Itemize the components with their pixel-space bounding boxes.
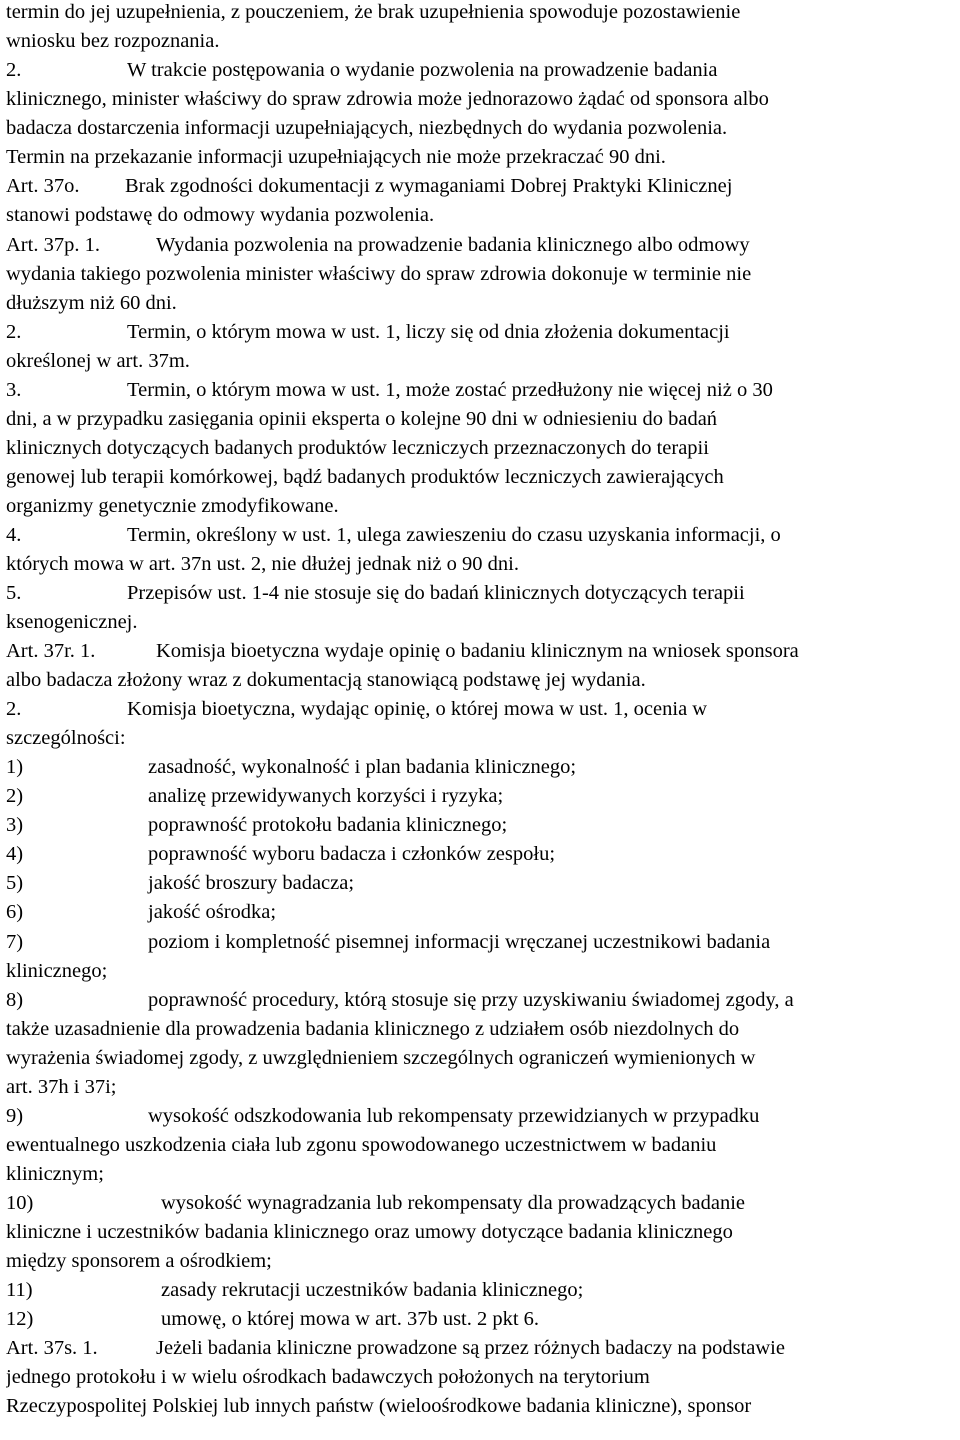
document-line	[6, 723, 960, 753]
line-text: jakość ośrodka;	[148, 901, 277, 923]
paragraph-number: 8)	[6, 989, 24, 1011]
document-line	[6, 491, 960, 521]
document-line	[6, 288, 960, 318]
line-text: Termin, o którym mowa w ust. 1, liczy się od dnia złożenia dokumentacji	[127, 321, 730, 343]
line-text: jakość broszury badacza;	[148, 872, 355, 894]
document-line	[6, 665, 960, 695]
document-line	[6, 55, 960, 85]
paragraph-number: 4)	[6, 843, 24, 865]
document-line	[6, 1333, 960, 1363]
line-text: Termin, określony w ust. 1, ulega zawieszeniu do czasu uzyskania informacji, o	[127, 524, 781, 546]
paragraph-number: 2.	[6, 698, 22, 720]
line-text: poprawność procedury, którą stosuje się przy uzyskiwaniu świadomej zgody, a	[148, 989, 794, 1011]
line-text: szczególności:	[6, 727, 126, 749]
line-text: dłuższym niż 60 dni.	[6, 292, 177, 314]
document-line	[6, 549, 960, 579]
paragraph-number: Art. 37o.	[6, 175, 80, 197]
line-text: poprawność wyboru badacza i członków zespołu;	[148, 843, 556, 865]
line-text: albo badacza złożony wraz z dokumentacją stanowiącą podstawę jej wydania.	[6, 669, 646, 691]
line-text: klinicznych dotyczących badanych produktów leczniczych przeznaczonych do terapii	[6, 437, 709, 459]
line-text: Termin, o którym mowa w ust. 1, może zostać przedłużony nie więcej niż o 30	[127, 379, 773, 401]
line-text: organizmy genetycznie zmodyfikowane.	[6, 495, 339, 517]
paragraph-number: Art. 37p. 1.	[6, 234, 100, 256]
document-line	[6, 1159, 960, 1189]
line-text: badacza dostarczenia informacji uzupełniających, niezbędnych do wydania pozwolenia.	[6, 117, 728, 139]
document-line	[6, 142, 960, 172]
paragraph-number: 2)	[6, 785, 24, 807]
document-line	[6, 868, 960, 898]
line-text: także uzasadnienie dla prowadzenia badania klinicznego z udziałem osób niezdolnych do	[6, 1018, 740, 1040]
document-line	[6, 230, 960, 260]
document-line	[6, 462, 960, 492]
paragraph-number: 7)	[6, 931, 24, 953]
line-text: genowej lub terapii komórkowej, bądź badanych produktów leczniczych zawierających	[6, 466, 724, 488]
document-line	[6, 1101, 960, 1131]
line-text: wydania takiego pozwolenia minister właściwy do spraw zdrowia dokonuje w terminie nie	[6, 263, 752, 285]
line-text: poprawność protokołu badania klinicznego;	[148, 814, 508, 836]
document-line	[6, 84, 960, 114]
line-text: poziom i kompletność pisemnej informacji wręczanej uczestnikowi badania	[148, 931, 771, 953]
line-text: Jeżeli badania kliniczne prowadzone są przez różnych badaczy na podstawie	[156, 1337, 785, 1359]
paragraph-number: 9)	[6, 1105, 24, 1127]
line-text: wysokość odszkodowania lub rekompensaty przewidzianych w przypadku	[148, 1105, 760, 1127]
line-text: Brak zgodności dokumentacji z wymaganiami Dobrej Praktyki Klinicznej	[125, 175, 733, 197]
line-text: umowę, o której mowa w art. 37b ust. 2 pkt 6.	[161, 1308, 540, 1330]
line-text: ksenogenicznej.	[6, 611, 138, 633]
line-text: stanowi podstawę do odmowy wydania pozwolenia.	[6, 204, 435, 226]
line-text: analizę przewidywanych korzyści i ryzyka;	[148, 785, 504, 807]
document-line	[6, 1275, 960, 1305]
document-line	[6, 113, 960, 143]
document-line	[6, 985, 960, 1015]
document-line	[6, 810, 960, 840]
document-line	[6, 520, 960, 550]
paragraph-number: 6)	[6, 901, 24, 923]
document-line	[6, 1014, 960, 1044]
line-text: kliniczne i uczestników badania klinicznego oraz umowy dotyczące badania klinicznego	[6, 1221, 733, 1243]
paragraph-number: 4.	[6, 524, 22, 546]
line-text: określonej w art. 37m.	[6, 350, 190, 372]
line-text: zasadność, wykonalność i plan badania klinicznego;	[148, 756, 577, 778]
document-line	[6, 1217, 960, 1247]
document-line	[6, 1362, 960, 1392]
line-text: dni, a w przypadku zasięgania opinii eksperta o kolejne 90 dni w odniesieniu do badań	[6, 408, 718, 430]
document-line	[6, 1072, 960, 1102]
line-text: Rzeczypospolitej Polskiej lub innych państw (wieloośrodkowe badania kliniczne), sponsor	[6, 1395, 752, 1417]
document-line	[6, 1188, 960, 1218]
document-line	[6, 694, 960, 724]
document-line	[6, 0, 960, 27]
line-text: Wydania pozwolenia na prowadzenie badania klinicznego albo odmowy	[156, 234, 750, 256]
paragraph-number: 10)	[6, 1192, 34, 1214]
document-line	[6, 433, 960, 463]
line-text: między sponsorem a ośrodkiem;	[6, 1250, 272, 1272]
line-text: klinicznym;	[6, 1163, 104, 1185]
document-line	[6, 607, 960, 637]
line-text: Komisja bioetyczna, wydając opinię, o której mowa w ust. 1, ocenia w	[127, 698, 708, 720]
document-line	[6, 781, 960, 811]
document-line	[6, 1043, 960, 1073]
line-text: których mowa w art. 37n ust. 2, nie dłużej jednak niż o 90 dni.	[6, 553, 519, 575]
line-text: wysokość wynagradzania lub rekompensaty dla prowadzących badanie	[161, 1192, 746, 1214]
document-line	[6, 956, 960, 986]
document-line	[6, 317, 960, 347]
line-text: ewentualnego uszkodzenia ciała lub zgonu spowodowanego uczestnictwem w badaniu	[6, 1134, 717, 1156]
line-text: art. 37h i 37i;	[6, 1076, 117, 1098]
document-line	[6, 927, 960, 957]
line-text: W trakcie postępowania o wydanie pozwolenia na prowadzenie badania	[127, 59, 718, 81]
document-line	[6, 375, 960, 405]
document-line	[6, 26, 960, 56]
line-text: jednego protokołu i w wielu ośrodkach badawczych położonych na terytorium	[6, 1366, 650, 1388]
document-line	[6, 1246, 960, 1276]
paragraph-number: Art. 37r. 1.	[6, 640, 96, 662]
document-line	[6, 752, 960, 782]
paragraph-number: 5)	[6, 872, 24, 894]
document-line	[6, 171, 960, 201]
document-line	[6, 1130, 960, 1160]
line-text: Przepisów ust. 1-4 nie stosuje się do badań klinicznych dotyczących terapii	[127, 582, 745, 604]
paragraph-number: Art. 37s. 1.	[6, 1337, 98, 1359]
line-text: Komisja bioetyczna wydaje opinię o badaniu klinicznym na wniosek sponsora	[156, 640, 799, 662]
paragraph-number: 3.	[6, 379, 22, 401]
line-text: klinicznego, minister właściwy do spraw zdrowia może jednorazowo żądać od sponsora albo	[6, 88, 769, 110]
line-text: zasady rekrutacji uczestników badania klinicznego;	[161, 1279, 584, 1301]
paragraph-number: 5.	[6, 582, 22, 604]
line-text: wniosku bez rozpoznania.	[6, 30, 220, 52]
paragraph-number: 2.	[6, 321, 22, 343]
document-line	[6, 636, 960, 666]
line-text: Termin na przekazanie informacji uzupełniających nie może przekraczać 90 dni.	[6, 146, 666, 168]
document-line	[6, 1391, 960, 1421]
document-line	[6, 1304, 960, 1334]
document-line	[6, 897, 960, 927]
paragraph-number: 1)	[6, 756, 24, 778]
paragraph-number: 2.	[6, 59, 22, 81]
paragraph-number: 12)	[6, 1308, 34, 1330]
document-line	[6, 200, 960, 230]
document-line	[6, 404, 960, 434]
document-line	[6, 839, 960, 869]
document-line	[6, 578, 960, 608]
line-text: termin do jej uzupełnienia, z pouczeniem, że brak uzupełnienia spowoduje pozostawienie	[6, 1, 741, 23]
document-line	[6, 259, 960, 289]
paragraph-number: 3)	[6, 814, 24, 836]
line-text: wyrażenia świadomej zgody, z uwzględnieniem szczególnych ograniczeń wymienionych w	[6, 1047, 756, 1069]
paragraph-number: 11)	[6, 1279, 33, 1301]
line-text: klinicznego;	[6, 960, 108, 982]
document-line	[6, 346, 960, 376]
